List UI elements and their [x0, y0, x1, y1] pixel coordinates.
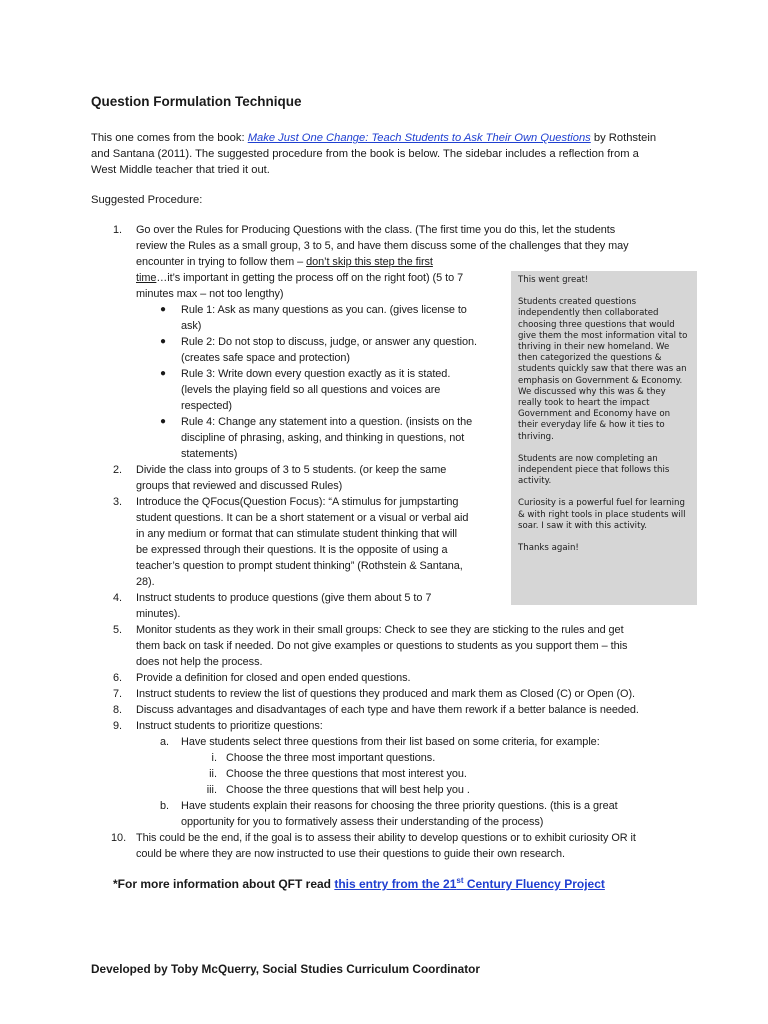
- step-text: does not help the process.: [136, 656, 263, 668]
- intro-pre: This one comes from the book:: [91, 132, 248, 144]
- step-text: minutes).: [136, 608, 181, 620]
- step-text: Monitor students as they work in their small groups: Check to see they are sticking to the rules and get: [136, 624, 624, 636]
- emphasis-underline: time: [136, 272, 157, 284]
- step-number: 8.: [113, 704, 123, 716]
- subitem-numeral: i.: [211, 752, 217, 764]
- step-text: Provide a definition for closed and open ended questions.: [136, 672, 411, 684]
- author-footer: Developed by Toby McQuerry, Social Studies Curriculum Coordinator: [91, 962, 480, 976]
- subitem-text: Choose the three questions that most interest you.: [226, 768, 467, 780]
- book-title-link[interactable]: Make Just One Change: Teach Students to Ask Their Own Questions: [247, 132, 591, 144]
- rule-text: discipline of phrasing, asking, and thinking in questions, not: [181, 432, 465, 444]
- step-text: Instruct students to review the list of questions they produced and mark them as Closed (C) or Open (O).: [136, 688, 636, 700]
- rule-text: Rule 1: Ask as many questions as you can. (gives license to: [181, 304, 467, 316]
- step-text: [136, 254, 433, 270]
- link-text: Century Fluency Project: [463, 877, 605, 891]
- subitem-numeral: ii.: [209, 768, 217, 780]
- step-number: 10.: [111, 832, 127, 844]
- step-number: 1.: [113, 224, 123, 236]
- rule-text: Rule 2: Do not stop to discuss, judge, or answer any question.: [181, 336, 477, 348]
- sidebar-paragraph: Students are now completing an independent piece that follows this activity.: [518, 453, 670, 487]
- link-superscript: st: [456, 876, 464, 885]
- step-text: student questions. It can be a short statement or a visual or verbal aid: [136, 512, 469, 524]
- step-number: 9.: [113, 720, 123, 732]
- step-text: in any medium or format that can stimulate student thinking that will: [136, 528, 458, 540]
- more-info-text: *For more information about QFT read: [113, 877, 335, 891]
- step-text: review the Rules as a small group, 3 to 5, and have them discuss some of the challenges that they may: [136, 240, 629, 252]
- sidebar-paragraph: Thanks again!: [518, 543, 579, 554]
- step-text: Introduce the QFocus(Question Focus): “A stimulus for jumpstarting: [136, 496, 459, 508]
- emphasis-underline: don’t skip this step the first: [306, 256, 433, 268]
- step-text: groups that reviewed and discussed Rules): [136, 480, 343, 492]
- suggested-procedure-label: Suggested Procedure:: [91, 194, 203, 206]
- fluency-project-link[interactable]: [334, 877, 605, 891]
- intro-post: by Rothstein and Santana (2011). The suggested procedure from the book is below. The sidebar includes a reflection from a West Middle teacher that tried it out.: [91, 132, 657, 176]
- step-number: 3.: [113, 496, 123, 508]
- bullet-icon: ●: [160, 336, 167, 347]
- substep-letter: a.: [160, 736, 170, 748]
- rule-text: (levels the playing field so all questions and voices are: [181, 384, 441, 396]
- step-text: [136, 270, 463, 286]
- subitem-text: Choose the three questions that will best help you .: [226, 784, 470, 796]
- bullet-icon: ●: [160, 304, 167, 315]
- step-text: Discuss advantages and disadvantages of each type and have them rework if a better balance is needed.: [136, 704, 639, 716]
- step-text: minutes max – not too lengthy): [136, 288, 284, 300]
- bullet-icon: ●: [160, 368, 167, 379]
- step-text: 28).: [136, 576, 155, 588]
- rule-text: ask): [181, 320, 202, 332]
- substep-letter: b.: [160, 800, 170, 812]
- step-text: be expressed through their questions. It is the opposite of using a: [136, 544, 448, 556]
- step-number: 4.: [113, 592, 123, 604]
- page-title: Question Formulation Technique: [91, 94, 302, 109]
- substep-text: opportunity for you to formatively assess their understanding of the process): [181, 816, 544, 828]
- step-text-part: …it’s important in getting the process off on the right foot) (5 to 7: [156, 272, 464, 284]
- rule-text: respected): [181, 400, 232, 412]
- intro-paragraph: [91, 130, 661, 178]
- subitem-text: Choose the three most important questions.: [226, 752, 436, 764]
- step-text: teacher’s question to prompt student thinking” (Rothstein & Santana,: [136, 560, 463, 572]
- step-text: them back on task if needed. Do not give examples or questions to students as you support them – this: [136, 640, 628, 652]
- step-number: 6.: [113, 672, 123, 684]
- rule-text: Rule 4: Change any statement into a question. (insists on the: [181, 416, 473, 428]
- step-text-part: encounter in trying to follow them –: [136, 256, 307, 268]
- step-number: 5.: [113, 624, 123, 636]
- step-number: 2.: [113, 464, 123, 476]
- step-text: Instruct students to prioritize questions:: [136, 720, 323, 732]
- rule-text: Rule 3: Write down every question exactly as it is stated.: [181, 368, 451, 380]
- rule-text: (creates safe space and protection): [181, 352, 350, 364]
- step-text: Go over the Rules for Producing Questions with the class. (The first time you do this, let the students: [136, 224, 616, 236]
- sidebar-paragraph: Students created questions independently then collaborated choosing three questions that would give them the most information vital to thriving in their new homeland. We then categorized the questions & students quickly saw that there was an emphasis on Government & Economy. We discussed why this was & they really took to heart the impact Government and Economy have on their everyday life & how it ties to thriving.: [518, 297, 688, 442]
- sidebar-paragraph: This went great!: [518, 275, 589, 285]
- step-text: Divide the class into groups of 3 to 5 students. (or keep the same: [136, 464, 447, 476]
- teacher-reflection-sidebar: [511, 271, 697, 605]
- step-text: This could be the end, if the goal is to assess their ability to develop questions or to exhibit curiosity OR it: [136, 832, 636, 844]
- more-info-line: [113, 876, 605, 891]
- step-text: could be where they are now instructed to use their questions to guide their own research.: [136, 848, 565, 860]
- subitem-numeral: iii.: [206, 784, 217, 796]
- substep-text: Have students select three questions from their list based on some criteria, for example:: [181, 736, 600, 748]
- substep-text: Have students explain their reasons for choosing the three priority questions. (this is a great: [181, 800, 618, 812]
- sidebar-paragraph: Curiosity is a powerful fuel for learning & with right tools in place students will soar. I saw it with this activity.: [518, 498, 686, 531]
- rule-text: statements): [181, 448, 238, 460]
- link-text: this entry from the 21: [334, 877, 457, 891]
- step-text: Instruct students to produce questions (give them about 5 to 7: [136, 592, 432, 604]
- step-number: 7.: [113, 688, 123, 700]
- bullet-icon: ●: [160, 416, 167, 427]
